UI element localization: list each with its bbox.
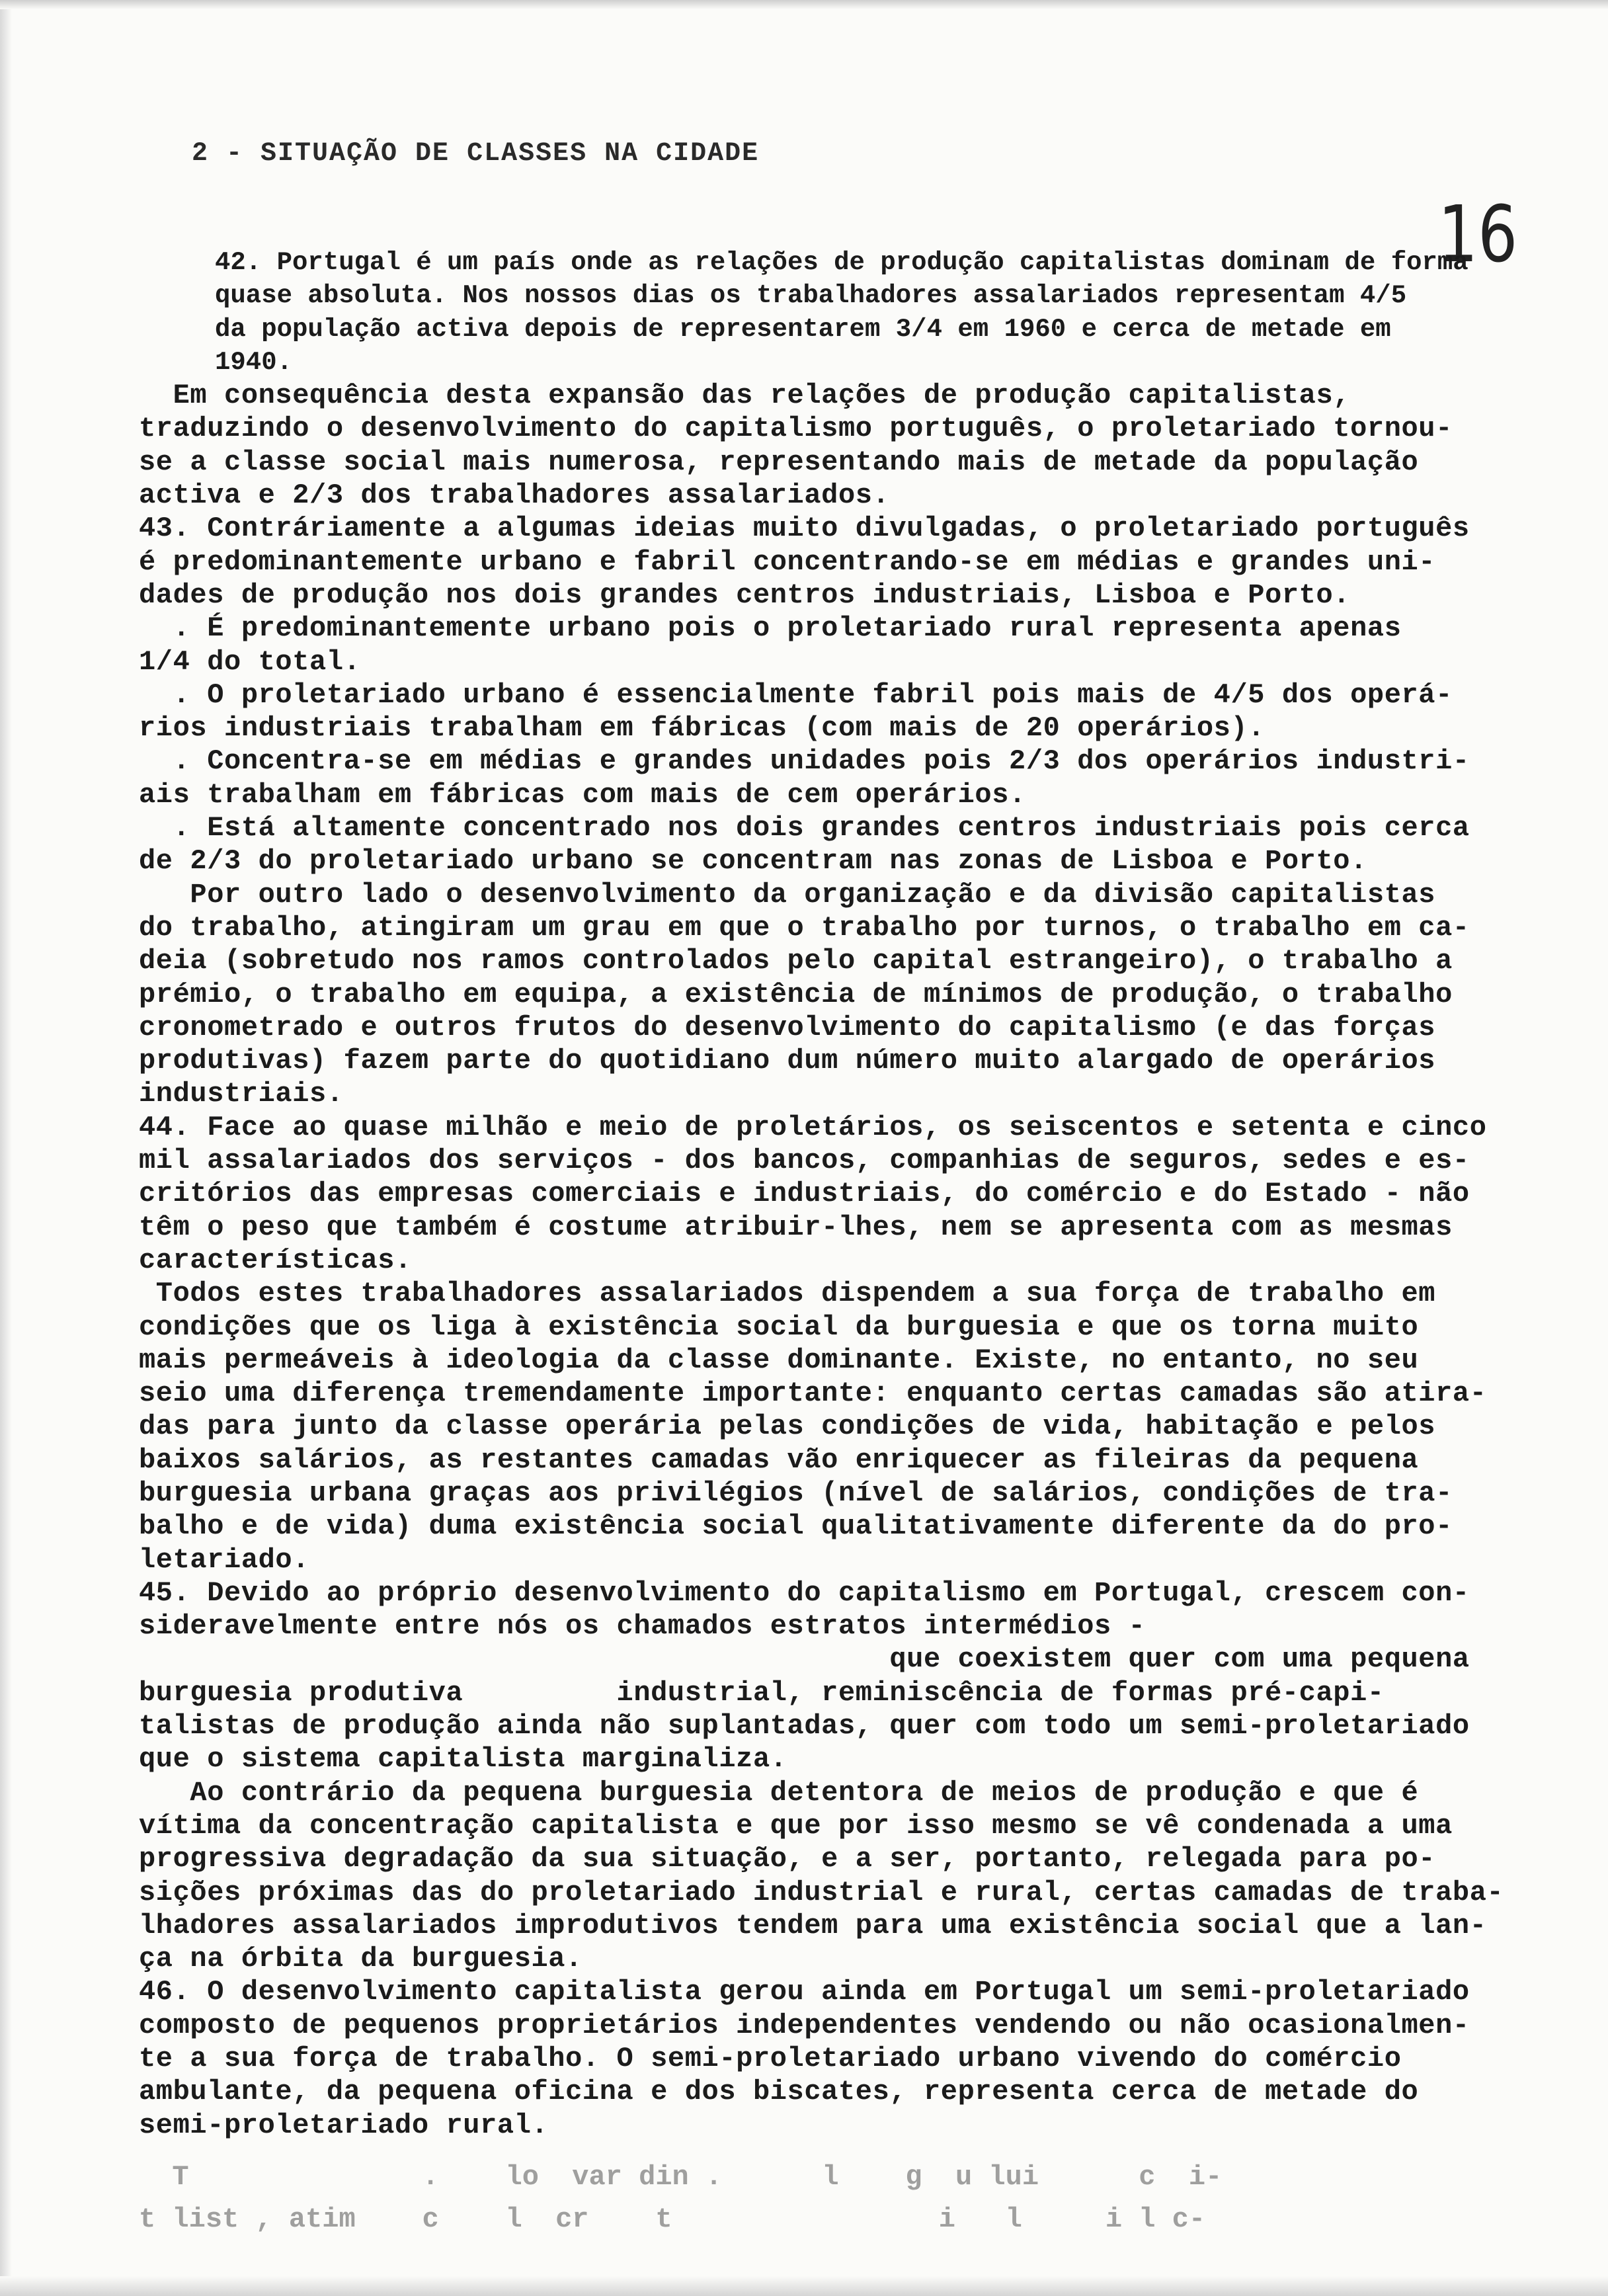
text-line: sições próximas das do proletariado industrial e rural, certas camadas de traba-: [139, 1876, 1504, 1908]
text-line: quase absoluta. Nos nossos dias os trabalhadores assalariados representam 4/5: [215, 281, 1407, 311]
text-line: da população activa depois de representarem 3/4 em 1960 e cerca de metade em: [215, 314, 1391, 344]
text-line: semi-proletariado rural.: [139, 2109, 549, 2141]
text-line: progressiva degradação da sua situação, e a ser, portanto, relegada para po-: [139, 1843, 1436, 1875]
faded-line: T . lo var din . l g u lui c i-: [139, 2161, 1223, 2193]
text-line: 42. Portugal é um país onde as relações de produção capitalistas dominam de forma: [215, 248, 1468, 277]
text-line: composto de pequenos proprietários independentes vendendo ou não ocasionalmen-: [139, 2009, 1470, 2041]
scan-edge-bottom: [0, 2276, 1608, 2296]
text-line: que o sistema capitalista marginaliza.: [139, 1743, 787, 1776]
text-line: 45. Devido ao próprio desenvolvimento do capitalismo em Portugal, crescem con-: [139, 1577, 1470, 1609]
text-line: Por outro lado o desenvolvimento da organização e da divisão capitalistas: [139, 878, 1436, 911]
text-line: critórios das empresas comerciais e industriais, do comércio e do Estado - não: [139, 1178, 1470, 1210]
text-line: características.: [139, 1244, 412, 1276]
text-line: é predominantemente urbano e fabril concentrando-se em médias e grandes uni-: [139, 546, 1436, 578]
text-line: Ao contrário da pequena burguesia detentora de meios de produção e que é: [139, 1776, 1419, 1809]
text-line: industriais.: [139, 1078, 344, 1110]
text-line: te a sua força de trabalho. O semi-proletariado urbano vivendo do comércio: [139, 2043, 1402, 2075]
text-line: dades de produção nos dois grandes centros industriais, Lisboa e Porto.: [139, 579, 1351, 611]
text-line: . O proletariado urbano é essencialmente fabril pois mais de 4/5 dos operá-: [139, 678, 1453, 711]
text-line: . Está altamente concentrado nos dois grandes centros industriais pois cerca: [139, 812, 1470, 844]
text-line: letariado.: [139, 1543, 310, 1576]
text-line: rios industriais trabalham em fábricas (com mais de 20 operários).: [139, 712, 1266, 745]
faded-line: t list , atim c l cr t i l i l c-: [139, 2203, 1206, 2235]
typewritten-body: [139, 246, 1580, 2142]
text-line: balho e de vida) duma existência social qualitativamente diferente da do pro-: [139, 1510, 1453, 1543]
text-line: 43. Contráriamente a algumas ideias muito divulgadas, o proletariado português: [139, 512, 1470, 545]
text-line: . Concentra-se em médias e grandes unidades pois 2/3 dos operários industri-: [139, 745, 1470, 778]
text-line: ais trabalham em fábricas com mais de cem operários.: [139, 778, 1026, 811]
text-line: produtivas) fazem parte do quotidiano dum número muito alargado de operários: [139, 1045, 1436, 1077]
text-line: mil assalariados dos serviços - dos bancos, companhias de seguros, sedes e es-: [139, 1145, 1470, 1177]
text-line: ambulante, da pequena oficina e dos biscates, representa cerca de metade do: [139, 2076, 1419, 2108]
text-line: do trabalho, atingiram um grau em que o trabalho por turnos, o trabalho em ca-: [139, 911, 1470, 944]
text-line: de 2/3 do proletariado urbano se concentram nas zonas de Lisboa e Porto.: [139, 845, 1367, 878]
text-line: deia (sobretudo nos ramos controlados pelo capital estrangeiro), o trabalho a: [139, 945, 1453, 977]
text-line: das para junto da classe operária pelas condições de vida, habitação e pelos: [139, 1411, 1436, 1443]
text-line: têm o peso que também é costume atribuir-lhes, nem se apresenta com as mesmas: [139, 1211, 1453, 1243]
text-line: 1940.: [215, 347, 293, 377]
text-line: cronometrado e outros frutos do desenvolvimento do capitalismo (e das forças: [139, 1011, 1436, 1044]
text-line: prémio, o trabalho em equipa, a existência de mínimos de produção, o trabalho: [139, 978, 1453, 1010]
text-line: activa e 2/3 dos trabalhadores assalariados.: [139, 479, 890, 512]
text-line: mais permeáveis à ideologia da classe dominante. Existe, no entanto, no seu: [139, 1344, 1419, 1376]
text-line: 1/4 do total.: [139, 645, 361, 678]
scan-edge-left: [0, 0, 12, 2296]
text-line: vítima da concentração capitalista e que por isso mesmo se vê condenada a uma: [139, 1809, 1453, 1842]
text-line: lhadores assalariados improdutivos tendem para uma existência social que a lan-: [139, 1909, 1487, 1942]
text-line: que coexistem quer com uma pequena: [139, 1643, 1470, 1676]
text-line: 46. O desenvolvimento capitalista gerou ainda em Portugal um semi-proletariado: [139, 1976, 1470, 2008]
text-line: burguesia urbana graças aos privilégios (nível de salários, condições de tra-: [139, 1477, 1453, 1509]
text-line: Em consequência desta expansão das relações de produção capitalistas,: [139, 380, 1351, 412]
text-line: condições que os liga à existência social da burguesia e que os torna muito: [139, 1311, 1419, 1343]
scan-edge-top: [0, 0, 1608, 9]
text-line: 44. Face ao quase milhão e meio de proletários, os seiscentos e setenta e cinco: [139, 1111, 1487, 1143]
text-line: burguesia produtiva industrial, reminiscência de formas pré-capi-: [139, 1676, 1385, 1709]
section-title: 2 - SITUAÇÃO DE CLASSES NA CIDADE: [192, 139, 760, 169]
text-line: . É predominantemente urbano pois o proletariado rural representa apenas: [139, 612, 1402, 645]
text-line: traduzindo o desenvolvimento do capitalismo português, o proletariado tornou-: [139, 413, 1453, 445]
text-line: seio uma diferença tremendamente importante: enquanto certas camadas são atira-: [139, 1377, 1487, 1410]
handwritten-page-number: 16: [1438, 188, 1518, 280]
text-line: sideravelmente entre nós os chamados estratos intermédios -: [139, 1610, 1146, 1643]
text-line: se a classe social mais numerosa, representando mais de metade da população: [139, 446, 1419, 478]
text-line: talistas de produção ainda não suplantadas, quer com todo um semi-proletariado: [139, 1710, 1470, 1742]
text-line: baixos salários, as restantes camadas vão enriquecer as fileiras da pequena: [139, 1444, 1419, 1476]
text-line: ça na órbita da burguesia.: [139, 1943, 583, 1975]
text-line: Todos estes trabalhadores assalariados dispendem a sua força de trabalho em: [139, 1278, 1436, 1310]
